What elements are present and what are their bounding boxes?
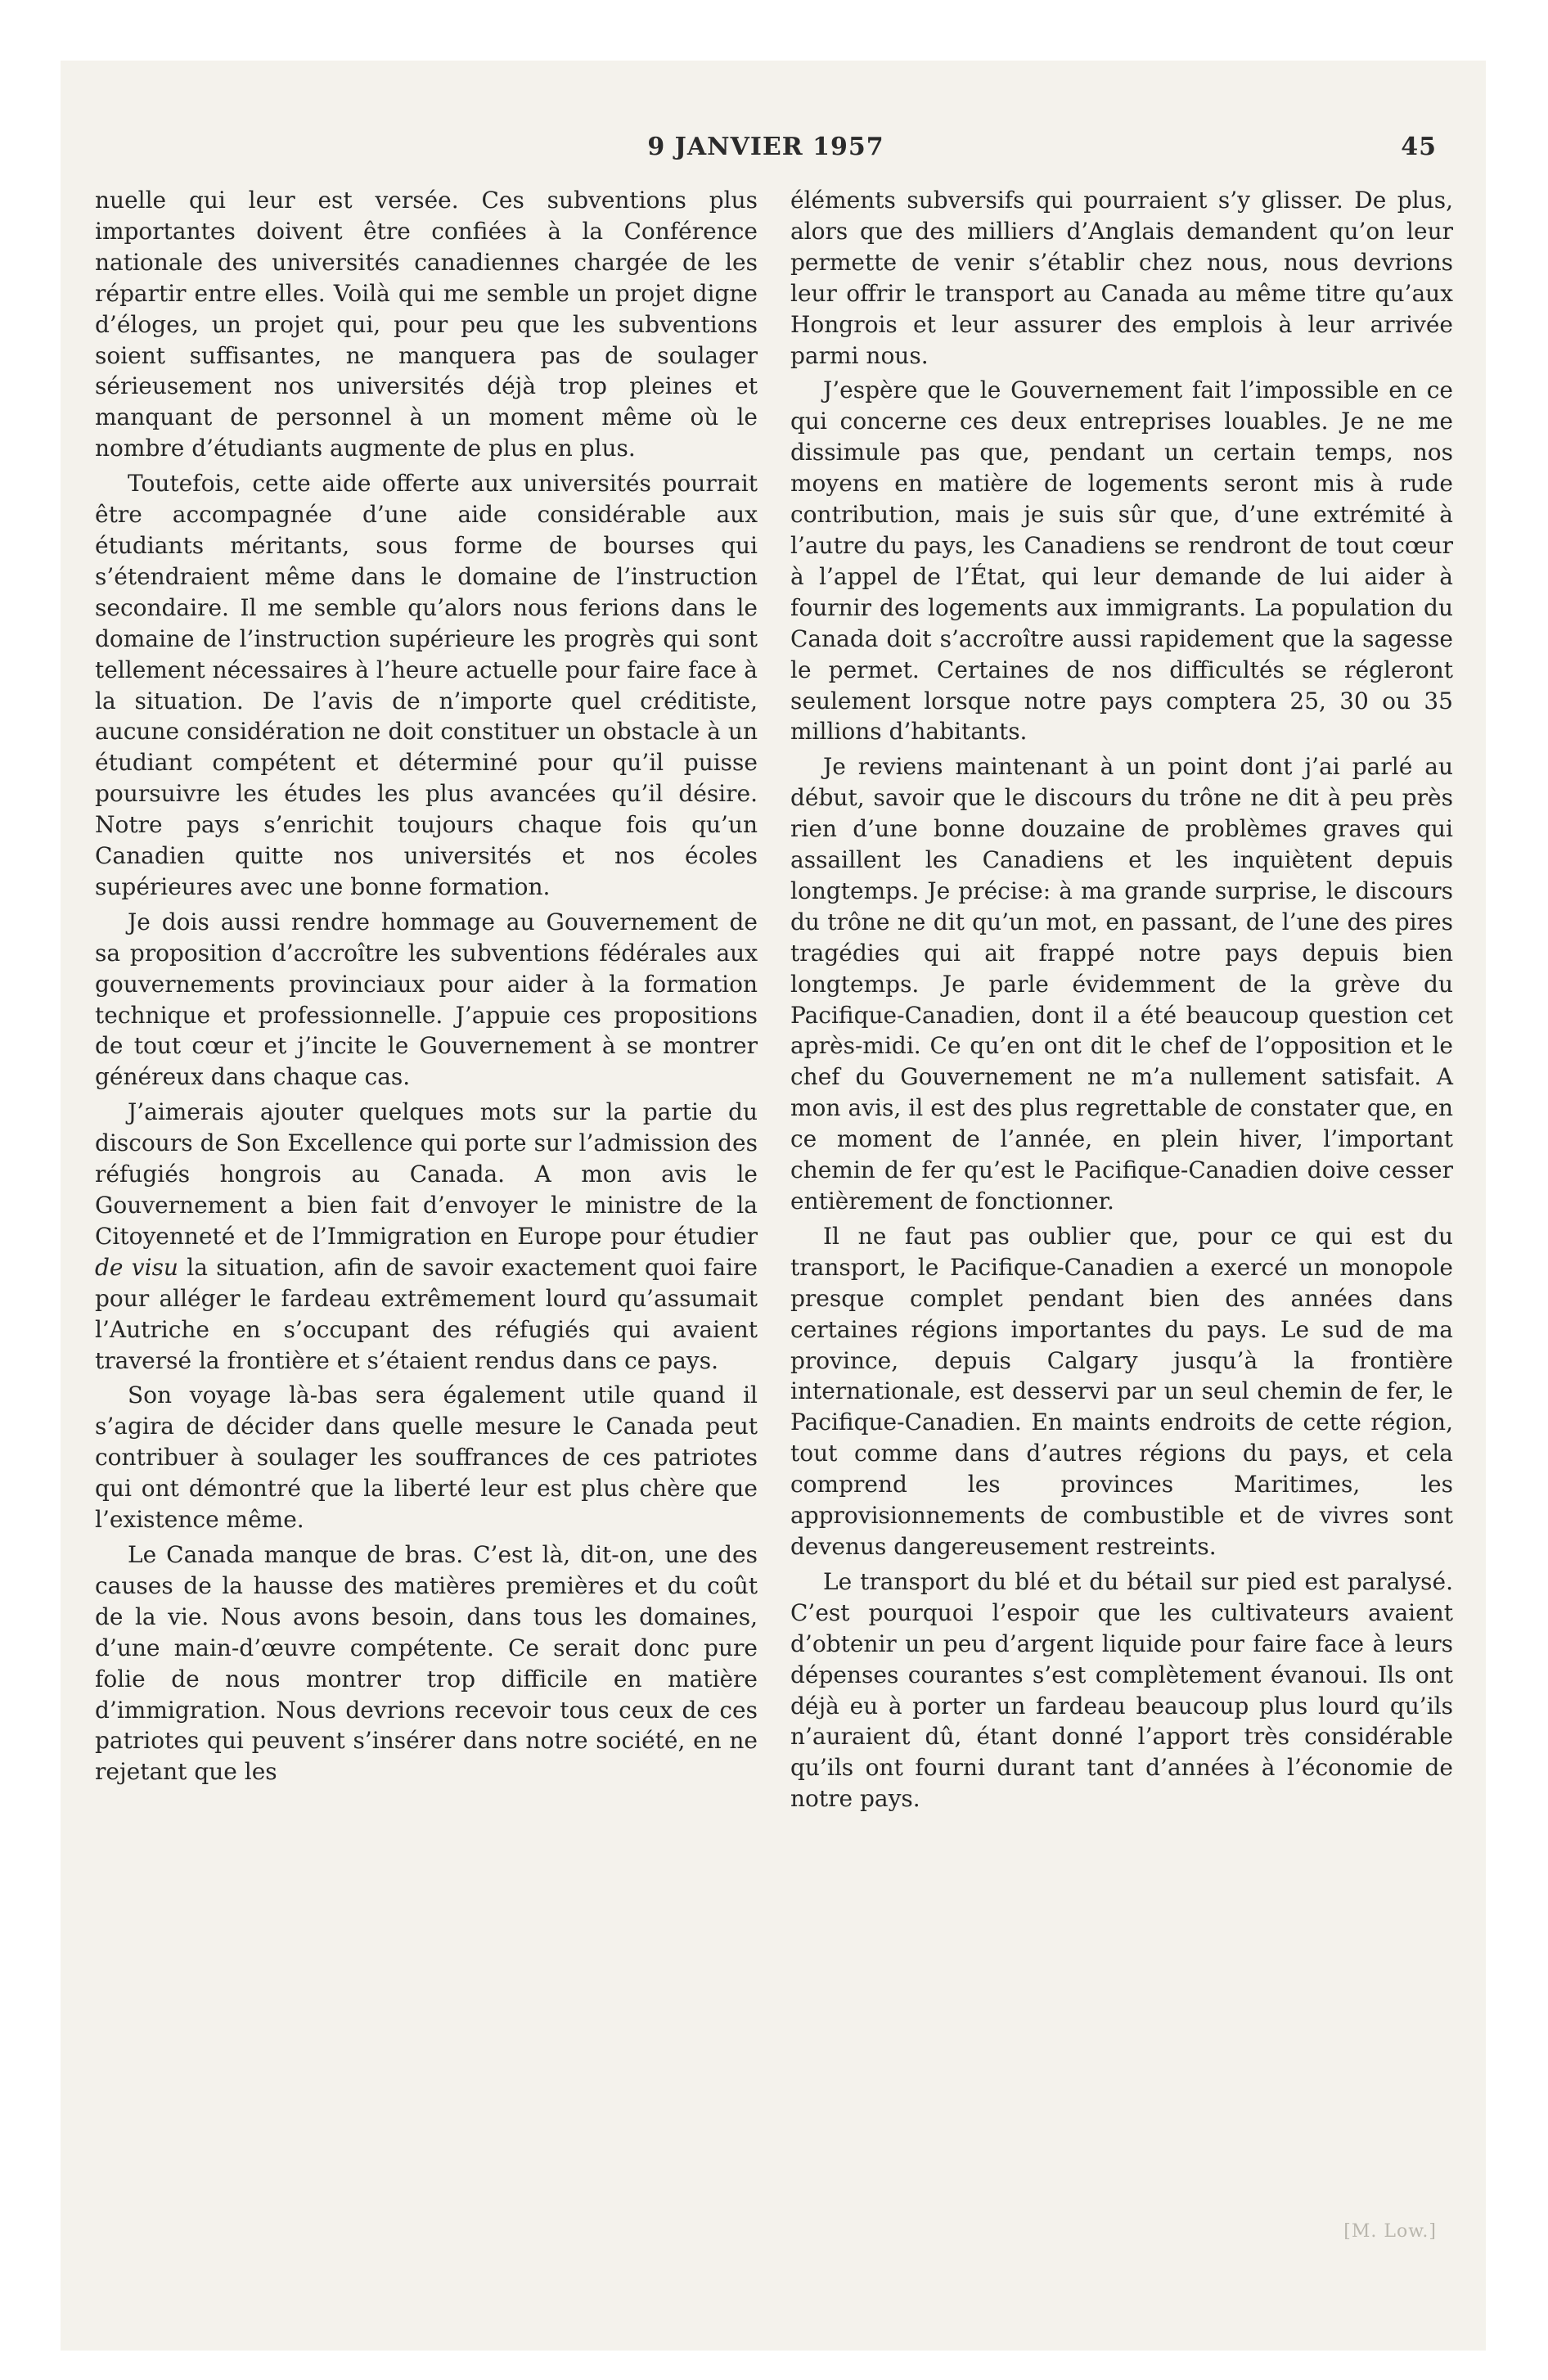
paragraph: nuelle qui leur est versée. Ces subventions plus importantes doivent être confiées à la Conférence nationale des universités canadiennes chargée de les répartir entre elles. Voilà qui me semble un projet digne d’éloges, un projet qui, pour peu que les subventions soient suffisantes, ne manquera pas de soulager sérieusement nos universités déjà trop pleines et manquant de personnel à un moment même où le nombre d’étudiants augmente de plus en plus. — [95, 187, 758, 462]
header-date: 9 JANVIER 1957 — [647, 133, 884, 161]
text-columns — [95, 185, 1453, 1819]
running-head — [95, 133, 1437, 172]
paragraph-refugees — [95, 1097, 758, 1376]
paragraph: Son voyage là-bas sera également utile quand il s’agira de décider dans quelle mesure le Canada peut contribuer à soulager les souffrances de ces patriotes qui ont démontré que la liberté leur est plus chère que l’existence même. — [95, 1382, 758, 1534]
speaker-note: [M. Low.] — [1343, 2221, 1437, 2242]
paragraph: Il ne faut pas oublier que, pour ce qui est du transport, le Pacifique-Canadien a exercé un monopole presque complet pendant bien des années dans certaines régions importantes du pays. Le sud de ma province, depuis Calgary jusqu’à la frontière internationale, est desservi par un seul chemin de fer, le Pacifique-Canadien. En maints endroits de cette région, tout comme dans d’autres régions du pays, et cela comprend les provinces Maritimes, les approvisionnements de combustible et de vivres sont devenus dangereusement restreints. — [790, 1222, 1453, 1560]
left-column — [95, 185, 758, 1819]
right-column — [790, 185, 1453, 1819]
paragraph: Le Canada manque de bras. C’est là, dit-on, une des causes de la hausse des matières premières et du coût de la vie. Nous avons besoin, dans tous les domaines, d’une main-d’œuvre compétente. Ce serait donc pure folie de nous montrer trop difficile en matière d’immigration. Nous devrions recevoir tous ceux de ces patriotes qui peuvent s’insérer dans notre société, en ne rejetant que les — [95, 1540, 758, 1786]
page-sheet — [61, 61, 1486, 2351]
paragraph: Toutefois, cette aide offerte aux universités pourrait être accompagnée d’une aide considérable aux étudiants méritants, sous forme de bourses qui s’étendraient même dans le domaine de l’instruction secondaire. Il me semble qu’alors nous ferions dans le domaine de l’instruction supérieure les progrès qui sont tellement nécessaires à l’heure actuelle pour faire face à la situation. De l’avis de n’importe quel créditiste, aucune considération ne doit constituer un obstacle à un étudiant compétent et déterminé pour qu’il puisse poursuivre les études les plus avancées qu’il désire. Notre pays s’enrichit toujours chaque fois qu’un Canadien quitte nos universités et nos écoles supérieures avec une bonne formation. — [95, 470, 758, 900]
paragraph: J’espère que le Gouvernement fait l’impossible en ce qui concerne ces deux entreprises louables. Je ne me dissimule pas que, pendant un certain temps, nos moyens en matière de logements seront mis à rude contribution, mais je suis sûr que, d’une extrémité à l’autre du pays, les Canadiens se rendront de tout cœur à l’appel de l’État, qui leur demande de lui aider à fournir des logements aux immigrants. La population du Canada doit s’accroître aussi rapidement que la sagesse le permet. Certaines de nos difficultés se régleront seulement lorsque notre pays comptera 25, 30 ou 35 millions d’habitants. — [790, 376, 1453, 746]
paragraph: éléments subversifs qui pourraient s’y glisser. De plus, alors que des milliers d’Anglais demandent qu’on leur permette de venir s’établir chez nous, nous devrions leur offrir le transport au Canada au même titre qu’aux Hongrois et leur assurer des emplois à leur arrivée parmi nous. — [790, 187, 1453, 369]
paragraph: Le transport du blé et du bétail sur pied est paralysé. C’est pourquoi l’espoir que les cultivateurs avaient d’obtenir un peu d’argent liquide pour faire face à leurs dépenses courantes s’est complètement évanoui. Ils ont déjà eu à porter un fardeau beaucoup plus lourd qu’ils n’auraient dû, étant donné l’apport très considérable qu’ils ont fourni durant tant d’années à l’économie de notre pays. — [790, 1567, 1453, 1813]
text-run: la situation, afin de savoir exactement quoi faire pour alléger le fardeau extrêmement lourd qu’assumait l’Autriche en s’occupant des réfugiés qui avaient traversé la frontière et s’étaient rendus dans ce pays. — [95, 1253, 758, 1374]
text-run: J’aimerais ajouter quelques mots sur la partie du discours de Son Excellence qui porte sur l’admission des réfugiés hongrois au Canada. A mon avis le Gouvernement a bien fait d’envoyer le ministre de la Citoyenneté et de l’Immigration en Europe pour étudier — [95, 1098, 758, 1250]
paragraph: Je dois aussi rendre hommage au Gouvernement de sa proposition d’accroître les subventions fédérales aux gouvernements provinciaux pour aider à la formation technique et professionnelle. J’appuie ces propositions de tout cœur et j’incite le Gouvernement à se montrer généreux dans chaque cas. — [95, 908, 758, 1091]
paragraph: Je reviens maintenant à un point dont j’ai parlé au début, savoir que le discours du trône ne dit à peu près rien d’une bonne douzaine de problèmes graves qui assaillent les Canadiens et les inquiètent depuis longtemps. Je précise: à ma grande surprise, le discours du trône ne dit qu’un mot, en passant, de l’une des pires tragédies qui ait frappé notre pays depuis bien longtemps. Je parle évidemment de la grève du Pacifique-Canadien, dont il a été beaucoup question cet après-midi. Ce qu’en ont dit le chef de l’opposition et le chef du Gouvernement ne m’a nullement satisfait. A mon avis, il est des plus regrettable de constater que, en ce moment de l’année, en plein hiver, l’important chemin de fer qu’est le Pacifique-Canadien doive cesser entièrement de fonctionner. — [790, 753, 1453, 1215]
italic-phrase: de visu — [95, 1253, 178, 1281]
page-number: 45 — [1401, 133, 1437, 161]
